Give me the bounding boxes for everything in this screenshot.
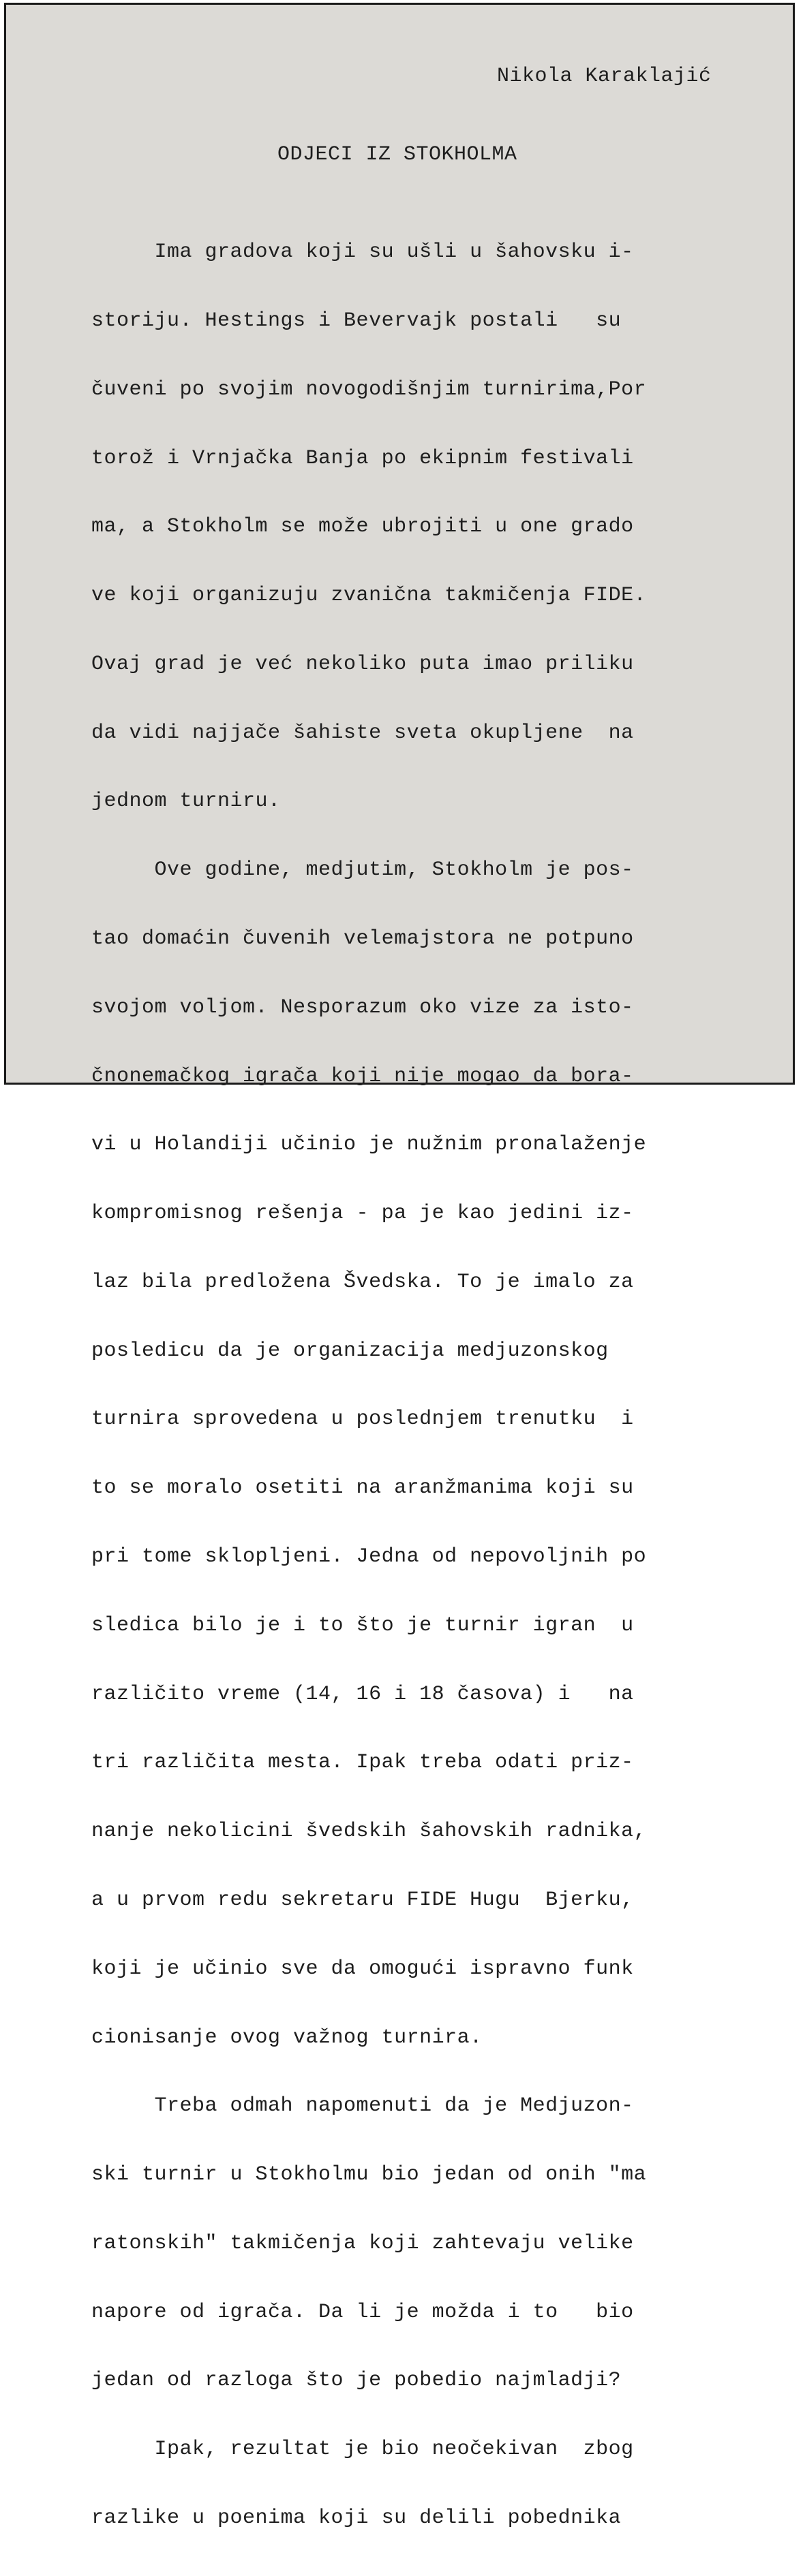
text-line: storiju. Hestings i Bevervajk postali su [91,309,622,332]
text-line: laz bila predložena Švedska. To je imalo za [91,1270,634,1294]
text-line: pri tome sklopljeni. Jedna od nepovoljnih po [91,1545,647,1569]
text-line: jednom turniru. [91,790,281,813]
page-title: ODJECI IZ STOKHOLMA [277,143,517,166]
text-line: nanje nekolicini švedskih šahovskih radnika, [91,1820,647,1844]
text-line: kompromisnog rešenja - pa je kao jedini iz- [91,1202,634,1226]
text-line: cionisanje ovog važnog turnira. [91,2026,483,2049]
body-text [91,196,773,2576]
text-line: ratonskih" takmičenja koji zahtevaju velike [91,2231,634,2255]
text-line: to se moralo osetiti na aranžmanima koji su [91,1476,634,1500]
text-line: razlike u poenima koji su delili pobednika [91,2506,622,2530]
text-line: svojom voljom. Nesporazum oko vize za isto- [91,995,634,1019]
text-line: da vidi najjače šahiste sveta okupljene na [91,721,634,745]
text-line: čuveni po svojim novogodišnjim turnirima,Por [91,377,647,401]
author-name: Nikola Karaklajić [497,65,712,88]
text-line: posledicu da je organizacija medjuzonskog [91,1339,609,1363]
text-line: sledica bilo je i to što je turnir igran u [91,1613,634,1637]
text-line: Ovaj grad je već nekoliko puta imao priliku [91,652,634,676]
text-line: a u prvom redu sekretaru FIDE Hugu Bjerku, [91,1888,634,1912]
text-line: različito vreme (14, 16 i 18 časova) i na [91,1682,634,1706]
text-line: torož i Vrnjačka Banja po ekipnim festivali [91,446,634,470]
text-line: ma, a Stokholm se može ubrojiti u one grado [91,515,634,539]
text-line: tri različita mesta. Ipak treba odati priz- [91,1751,634,1775]
text-line: koji je učinio sve da omogući ispravno funk [91,1957,634,1981]
typewritten-page [4,3,795,2530]
text-line: čnonemačkog igrača koji nije mogao da bora- [91,1064,634,1088]
text-line: Ove godine, medjutim, Stokholm je pos- [91,858,634,882]
text-line: napore od igrača. Da li je možda i to bio [91,2300,634,2324]
text-line: Ima gradova koji su ušli u šahovsku i- [91,240,634,264]
text-line: ve koji organizuju zvanična takmičenja FIDE. [91,584,647,608]
text-line: Treba odmah napomenuti da je Medjuzon- [91,2094,634,2118]
text-line: tao domaćin čuvenih velemajstora ne potpuno [91,927,634,950]
text-line: vi u Holandiji učinio je nužnim pronalaženje [91,1133,647,1157]
text-line: ski turnir u Stokholmu bio jedan od onih "ma [91,2163,647,2187]
text-line: jedan od razloga što je pobedio najmladji? [91,2369,622,2393]
text-line: Ipak, rezultat je bio neočekivan zbog [91,2438,634,2462]
text-line: turnira sprovedena u poslednjem trenutku i [91,1408,634,1431]
